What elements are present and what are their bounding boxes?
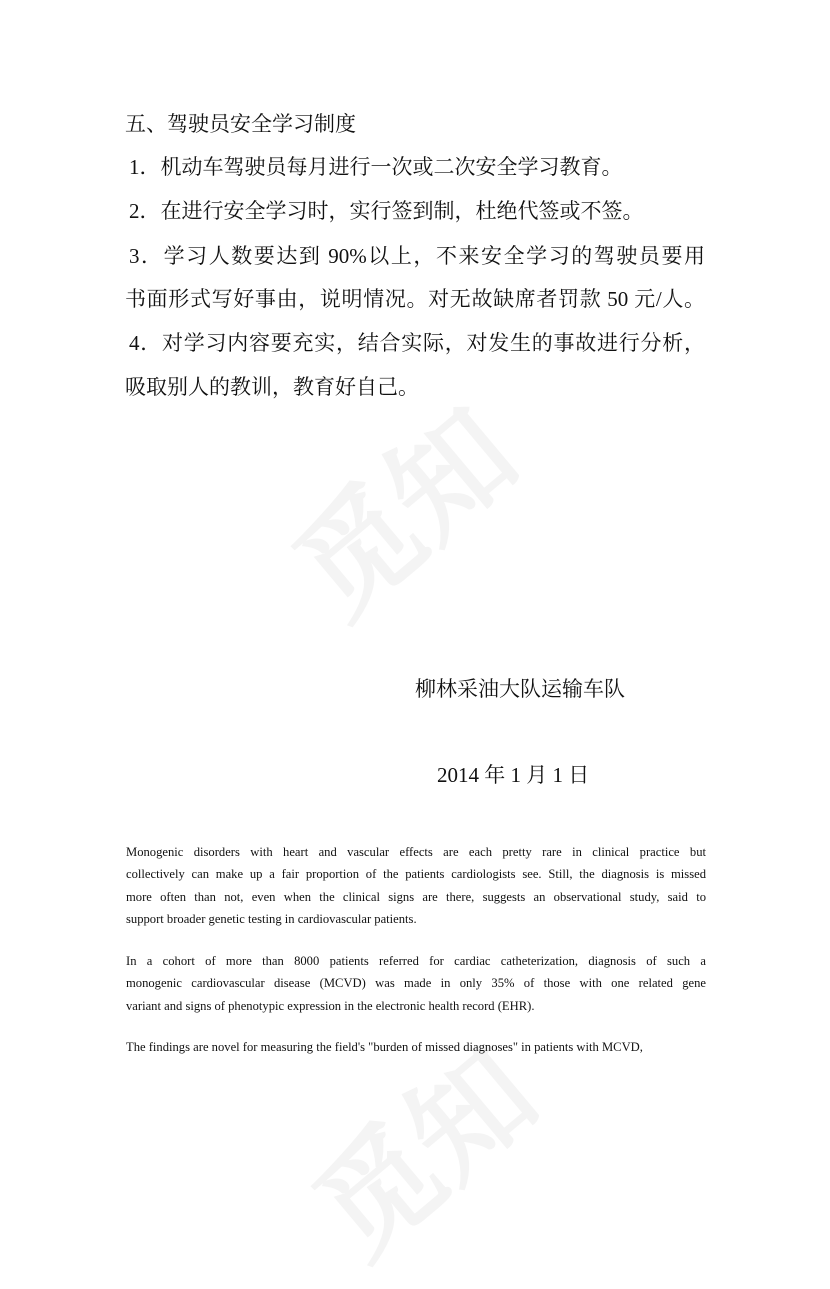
- text-line: In a cohort of more than 8000 patients referred for cardiac catheterization, diagnosis of such a: [126, 954, 706, 968]
- rule-line: 4．对学习内容要充实，结合实际，对发生的事故进行分析，: [129, 331, 705, 355]
- signature-organization: 柳林采油大队运输车队: [415, 677, 625, 701]
- text-line: Monogenic disorders with heart and vascular effects are each pretty rare in clinical practice but: [126, 845, 706, 859]
- rule-line: 书面形式写好事由，说明情况。对无故缺席者罚款 50 元/人。: [125, 287, 705, 311]
- english-paragraph-1: [126, 841, 706, 930]
- rule-line: 1．机动车驾驶员每月进行一次或二次安全学习教育。: [129, 155, 623, 179]
- rule-line: 吸取别人的教训，教育好自己。: [125, 375, 419, 399]
- rule-line: 3．学习人数要达到 90%以上，不来安全学习的驾驶员要用: [129, 244, 705, 268]
- text-line: The findings are novel for measuring the field's "burden of missed diagnoses" in patients with MCVD,: [126, 1040, 643, 1054]
- rule-line: 2．在进行安全学习时，实行签到制，杜绝代签或不签。: [129, 199, 644, 223]
- watermark: [253, 363, 547, 649]
- text-line: support broader genetic testing in cardiovascular patients.: [126, 911, 417, 926]
- english-paragraph-3: [126, 1036, 706, 1058]
- text-line: monogenic cardiovascular disease (MCVD) was made in only 35% of those with one related gene: [126, 976, 706, 991]
- english-paragraph-2: [126, 950, 706, 1017]
- text-line: more often than not, even when the clinical signs are there, suggests an observational study, said to: [126, 889, 706, 904]
- section-heading: 五、驾驶员安全学习制度: [125, 112, 356, 136]
- text-line: collectively can make up a fair proportion of the patients cardiologists see. Still, the diagnosis is missed: [126, 867, 706, 882]
- signature-date: 2014 年 1 月 1 日: [437, 763, 590, 787]
- text-line: variant and signs of phenotypic expression in the electronic health record (EHR).: [126, 998, 535, 1013]
